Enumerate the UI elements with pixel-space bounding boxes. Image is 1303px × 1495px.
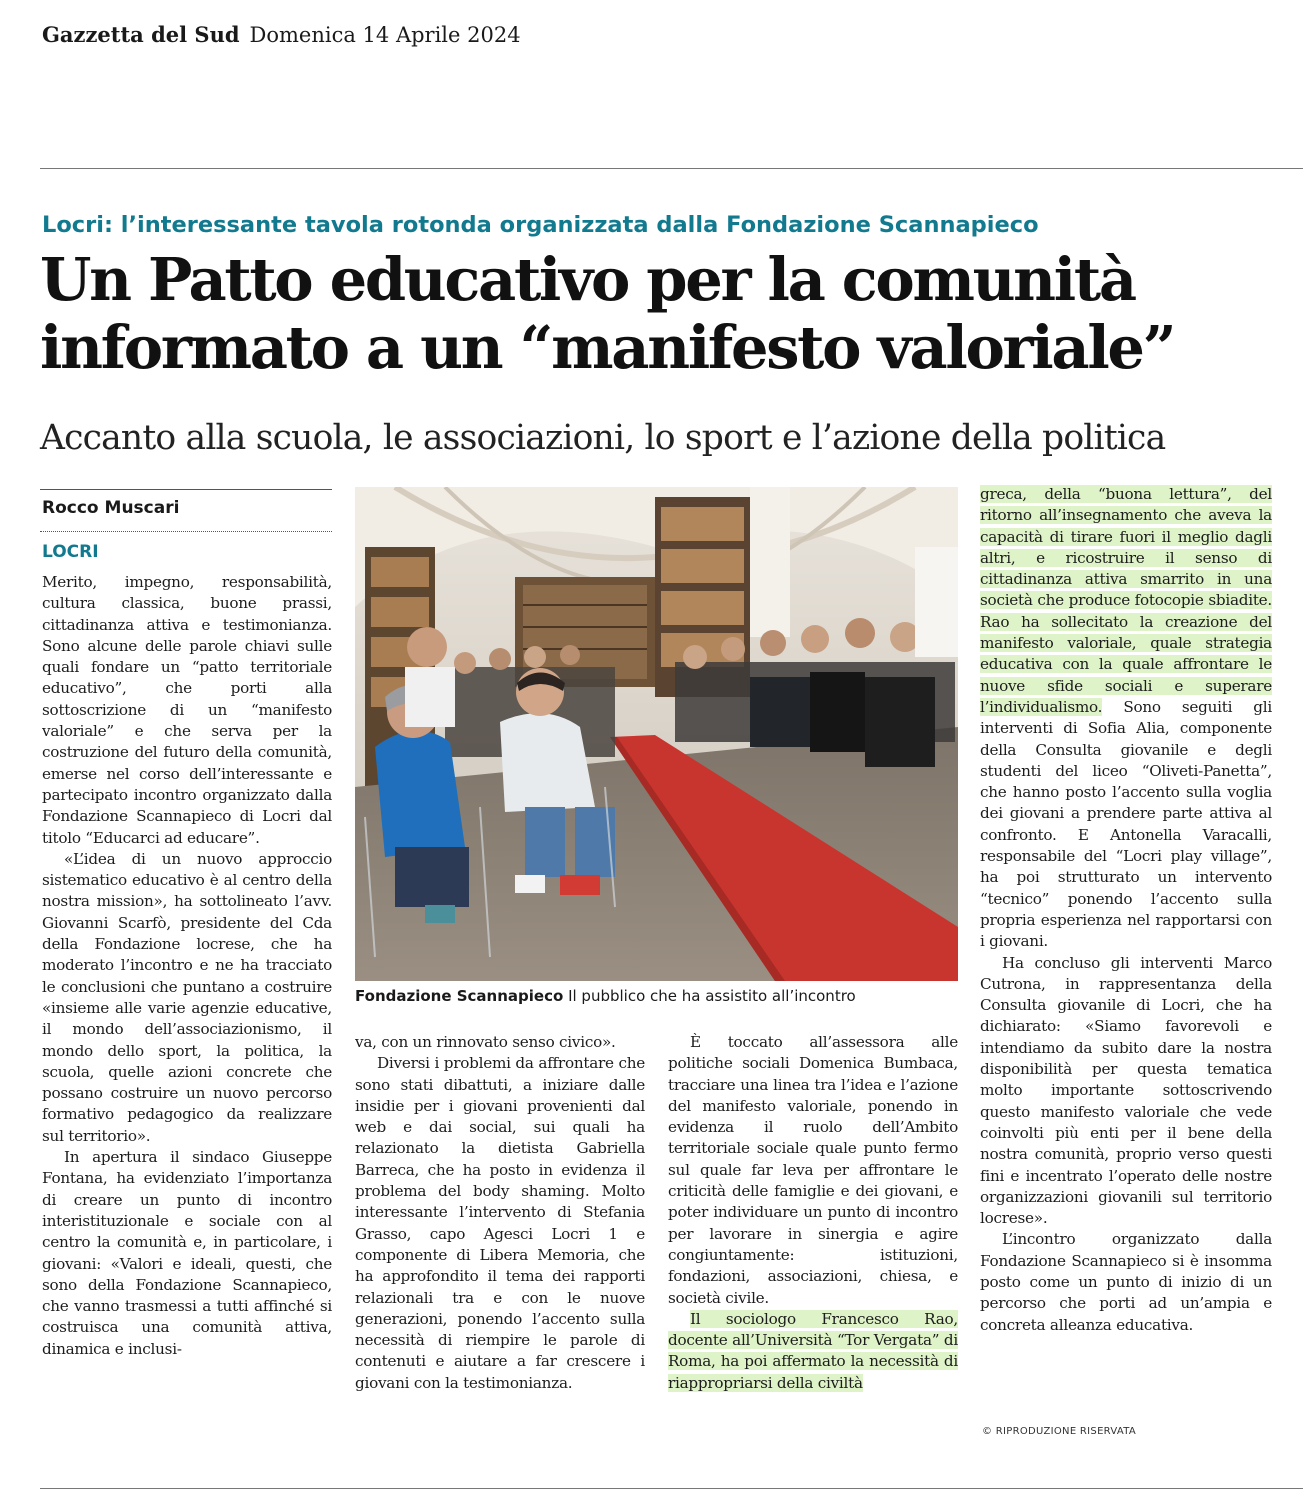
article-column-2	[355, 1032, 645, 1484]
event-photo	[355, 487, 958, 981]
top-divider	[40, 168, 1303, 169]
paragraph: va, con un rinnovato senso civico».	[355, 1033, 616, 1051]
dateline-place: LOCRI	[42, 542, 99, 562]
article-column-1	[42, 572, 332, 1484]
highlighted-text: Il sociologo Francesco Rao, docente all’Università “Tor Vergata” di Roma, ha poi affermato la necessità di riappropriarsi della civiltà	[668, 1309, 958, 1392]
article-column-3	[668, 1032, 958, 1484]
issue-date: Domenica 14 Aprile 2024	[249, 23, 521, 47]
paragraph: Diversi i problemi da affrontare che sono stati dibattuti, a iniziare dalle insidie per i giovani provenienti dal web e dai social, sui quali ha relazionato la dietista Gabriella Barreca, che ha posto in evidenza il problema del body shaming. Molto interessante l’intervento di Stefania Grasso, capo Agesci Locri 1 e componente di Libera Memoria, che ha approfondito il tema dei rapporti relazionali tra e con le nuove generazioni, ponendo l’accento sulla necessità di riempire le parole di contenuti e aiutare a far crescere i giovani con la testimonianza.	[355, 1054, 645, 1392]
copyright-notice: © RIPRODUZIONE RISERVATA	[982, 1426, 1137, 1437]
photo-caption-text: Il pubblico che ha assistito all’incontro	[568, 987, 856, 1005]
highlighted-text: greca, della “buona lettura”, del ritorno all’insegnamento che aveva la capacità di tirare fuori il meglio dagli altri, e ricostruire il senso di cittadinanza attiva smarrito in una società che produce fotocopie sbiadite. Rao ha sollecitato la creazione del manifesto valoriale, quale strategia educativa con la quale affrontare le nuove sfide sociali e superare l’individualismo.	[980, 485, 1272, 716]
article-column-4	[980, 484, 1272, 1424]
photo-caption	[355, 987, 965, 1005]
paragraph: In apertura il sindaco Giuseppe Fontana, ha evidenziato l’importanza di creare un punto di incontro interistituzionale e sociale con al centro la comunità e, in particolare, i giovani: «Valori e ideali, questi, che sono della Fondazione Scannapieco, che vanno trasmessi a tutti affinché si costruisca una comunità attiva, dinamica e inclusi-	[42, 1148, 332, 1358]
paragraph: Merito, impegno, responsabilità, cultura classica, buone prassi, cittadinanza attiva e testimonianza. Sono alcune delle parole chiavi sulle quali fondare un “patto territoriale educativo”, che porti alla sottoscrizione di un “manifesto valoriale” e che serva per la costruzione del futuro della comunità, emerse nel corso dell’interessante e partecipato incontro organizzato dalla Fondazione Scannapieco di Locri dal titolo “Educarci ad educare”.	[42, 573, 332, 847]
paragraph: È toccato all’assessora alle politiche sociali Domenica Bumbaca, tracciare una linea tra l’idea e l’azione del manifesto valoriale, ponendo in evidenza il ruolo dell’Ambito territoriale sociale quale punto fermo sul quale far leva per affrontare le criticità delle famiglie e dei giovani, e poter individuare un punto di incontro per lavorare in sinergia e agire congiuntamente: istituzioni, fondazioni, associazioni, chiesa, e società civile.	[668, 1033, 958, 1307]
masthead	[42, 22, 521, 47]
photo-credit: Fondazione Scannapieco	[355, 987, 564, 1005]
headline	[40, 246, 1290, 382]
kicker: Locri: l’interessante tavola rotonda organizzata dalla Fondazione Scannapieco	[42, 212, 1039, 238]
bottom-divider	[40, 1488, 1303, 1489]
paragraph: L’incontro organizzato dalla Fondazione Scannapieco si è insomma posto come un punto di inizio di un percorso che porti ad un’ampia e concreta alleanza educativa.	[980, 1230, 1272, 1334]
headline-line-1: Un Patto educativo per la comunità	[40, 245, 1135, 314]
paragraph: «L’idea di un nuovo approccio sistematico educativo è al centro della nostra mission», ha sottolineato l’avv. Giovanni Scarfò, presidente del Cda della Fondazione locrese, che ha moderato l’incontro e ne ha tracciato le conclusioni che puntano a costruire «insieme alle varie agenzie educative, il mondo dell’associazionismo, il mondo dello sport, la politica, la scuola, quelle azioni concrete che possano costruire un nuovo percorso formativo pedagogico da realizzare sul territorio».	[42, 849, 332, 1145]
author-name: Rocco Muscari	[42, 498, 180, 518]
subheadline: Accanto alla scuola, le associazioni, lo sport e l’azione della politica	[40, 418, 1166, 458]
headline-line-2: informato a un “manifesto valoriale”	[40, 313, 1175, 382]
byline-rule	[40, 489, 332, 490]
paragraph-continuation: Sono seguiti gli interventi di Sofia Alia, componente della Consulta giovanile e degli studenti del liceo “Oliveti-Panetta”, che hanno posto l’accento sulla voglia dei giovani a prendere parte attiva al confronto. E Antonella Varacalli, responsabile del “Locri play village”, ha poi strutturato un intervento “tecnico” ponendo l’accento sulla propria esperienza nel rapportarsi con i giovani.	[980, 697, 1272, 951]
byline-dotted-rule	[40, 531, 332, 532]
paragraph-highlighted	[668, 1309, 958, 1394]
newspaper-name: Gazzetta del Sud	[42, 22, 240, 47]
paragraph	[980, 484, 1272, 953]
paragraph: Ha concluso gli interventi Marco Cutrona, in rappresentanza della Consulta giovanile di Locri, che ha dichiarato: «Siamo favorevoli e intendiamo da subito dare la nostra disponibilità per questa tematica molto importante sottoscrivendo questo manifesto valoriale che vede coinvolti più enti per il bene della nostra comunità, proprio verso questi fini e incentrato l’operato delle nostre organizzazioni giovanili sul territorio locrese».	[980, 953, 1272, 1228]
